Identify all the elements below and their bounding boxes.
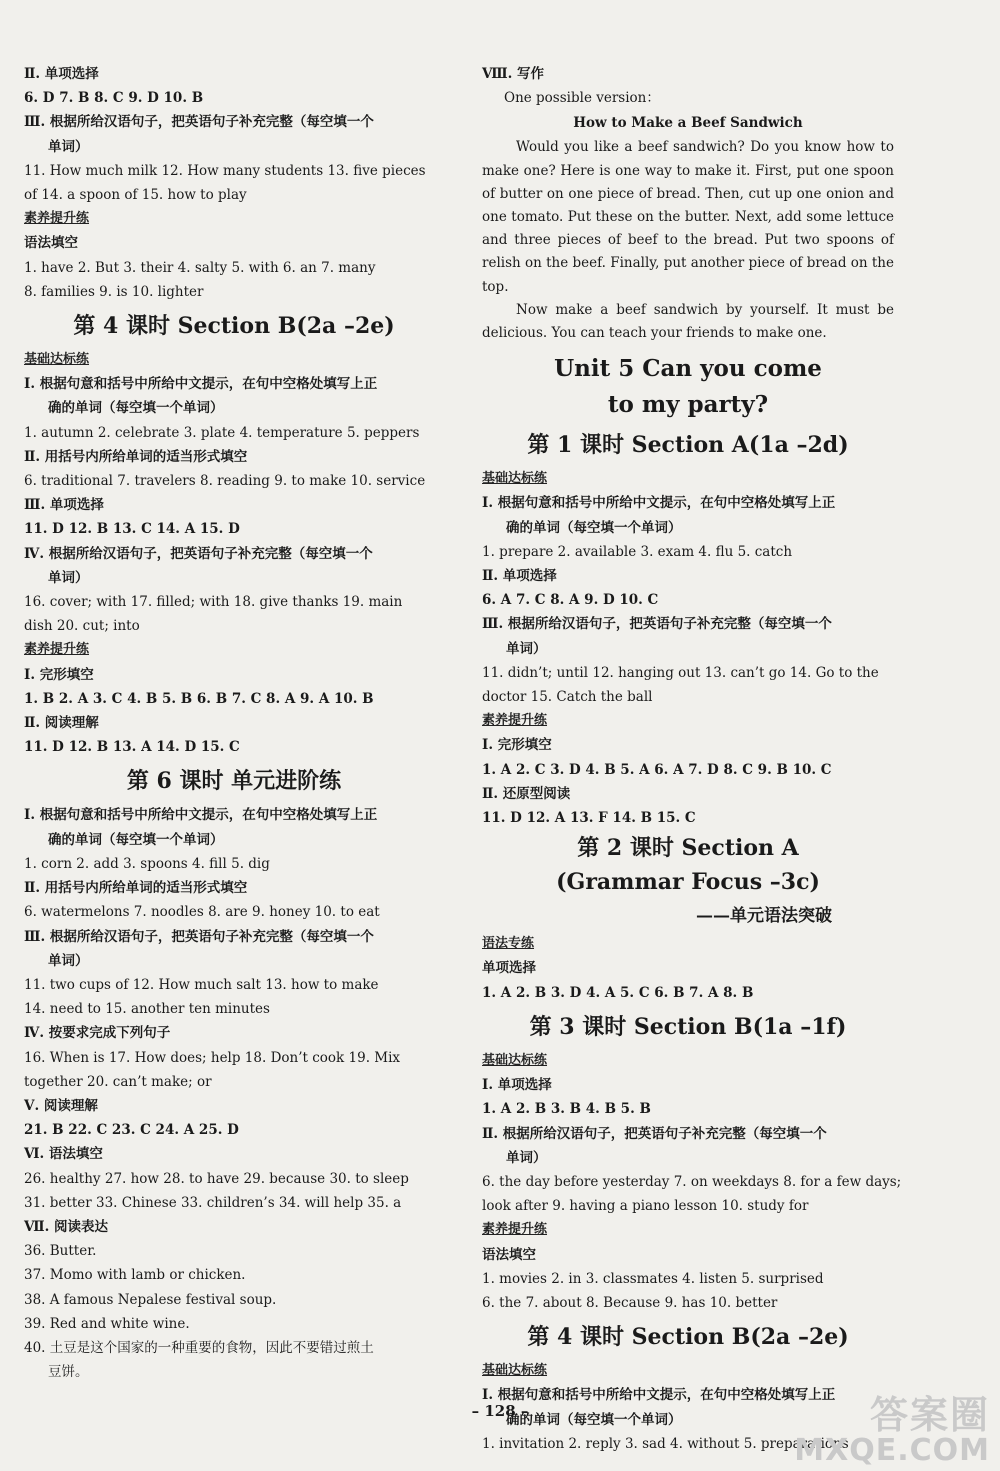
right-lines-b	[482, 932, 902, 1456]
right-answer-line: Ⅰ. 根据句意和括号中所给中文提示，在句中空格处填写上正	[482, 495, 836, 512]
left-lesson-heading: 第 4 课时 Section B(2a –2e)	[73, 313, 395, 340]
left-answer-line: 16. cover; with 17. filled; with 18. give thanks 19. main	[24, 594, 403, 611]
right-answer-line: 6. the day before yesterday 7. on weekdays 8. for a few days;	[482, 1173, 902, 1190]
left-answer-line: of 14. a spoon of 15. how to play	[24, 187, 247, 204]
left-answer-line: 40. 土豆是这个国家的一种重要的食物，因此不要错过煎土	[24, 1339, 374, 1356]
right-lines-a	[482, 425, 894, 830]
watermark-top: 答案圈	[869, 1393, 990, 1437]
left-answer-line: Ⅱ. 用括号内所给单词的适当形式填空	[24, 448, 248, 465]
left-subsection-label: 素养提升练	[24, 211, 90, 227]
left-answer-line: 单词）	[48, 569, 89, 586]
left-answer-line: Ⅰ. 根据句意和括号中所给中文提示，在句中空格处填写上正	[24, 376, 378, 393]
essay-title: How to Make a Beef Sandwich	[573, 115, 803, 132]
left-answer-line: Ⅰ. 根据句意和括号中所给中文提示，在句中空格处填写上正	[24, 807, 378, 824]
right-answer-line: 单词）	[506, 640, 547, 657]
left-subsection-label: 基础达标练	[24, 352, 90, 368]
left-lesson-heading: 第 6 课时 单元进阶练	[126, 768, 342, 795]
left-answer-line: Ⅱ. 单项选择	[24, 66, 99, 82]
left-answer-line: 1. have 2. But 3. their 4. salty 5. with 6. an 7. many	[24, 259, 376, 276]
left-answer-line: Ⅲ. 根据所给汉语句子，把英语句子补充完整（每空填一个	[24, 928, 374, 945]
left-answer-line: Ⅱ. 阅读理解	[24, 715, 99, 732]
possible-version-label: One possible version：	[504, 90, 660, 107]
right-answer-line: 1. prepare 2. available 3. exam 4. flu 5. catch	[482, 543, 793, 560]
right-answer-line: 确的单词（每空填一个单词）	[506, 1411, 682, 1428]
section-2-tagline: ——单元语法突破	[696, 906, 832, 927]
section-2-subtitle: (Grammar Focus –3c)	[556, 869, 820, 896]
left-answer-line: together 20. can’t make; or	[24, 1073, 212, 1090]
left-answer-line: 39. Red and white wine.	[24, 1315, 190, 1332]
left-answer-line: 11. D 12. B 13. C 14. A 15. D	[24, 521, 240, 538]
left-answer-line: 6. traditional 7. travelers 8. reading 9. to make 10. service	[24, 473, 426, 490]
left-answer-line: Ⅰ. 完形填空	[24, 666, 94, 683]
left-answer-line: Ⅴ. 阅读理解	[24, 1097, 98, 1114]
right-answer-line: 1. movies 2. in 3. classmates 4. listen 5. surprised	[482, 1270, 824, 1287]
essay-paragraph-2: Now make a beef sandwich by yourself. It must be delicious. You can teach your friends to make one.	[482, 301, 894, 342]
section-2-title: 第 2 课时 Section A	[577, 835, 799, 862]
left-answer-line: 单词）	[48, 952, 89, 969]
right-answer-line: 6. A 7. C 8. A 9. D 10. C	[482, 592, 659, 609]
left-answer-line: 8. families 9. is 10. lighter	[24, 283, 204, 300]
right-answer-line: 语法填空	[482, 1246, 536, 1263]
left-answer-line: 6. watermelons 7. noodles 8. are 9. honey 10. to eat	[24, 904, 380, 921]
left-answer-line: 37. Momo with lamb or chicken.	[24, 1267, 246, 1284]
left-answer-line: 1. B 2. A 3. C 4. B 5. B 6. B 7. C 8. A 9. A 10. B	[24, 690, 374, 707]
left-answer-line: Ⅲ. 根据所给汉语句子，把英语句子补充完整（每空填一个	[24, 114, 374, 131]
right-answer-line: 11. D 12. A 13. F 14. B 15. C	[482, 810, 696, 827]
right-answer-line: Ⅲ. 根据所给汉语句子，把英语句子补充完整（每空填一个	[482, 616, 832, 633]
right-answer-line: 1. invitation 2. reply 3. sad 4. without 5. preparations	[482, 1435, 849, 1452]
right-answer-line: 6. the 7. about 8. Because 9. has 10. better	[482, 1294, 778, 1311]
left-answer-line: 单词）	[48, 138, 89, 155]
right-lesson-heading: 第 4 课时 Section B(2a –2e)	[527, 1324, 849, 1351]
right-answer-line: 1. A 2. C 3. D 4. B 5. A 6. A 7. D 8. C 9. B 10. C	[482, 761, 832, 778]
left-answer-line: 豆饼。	[48, 1364, 89, 1381]
left-answer-line: 确的单词（每空填一个单词）	[48, 831, 224, 848]
right-answer-line: Ⅱ. 根据所给汉语句子，把英语句子补充完整（每空填一个	[482, 1125, 827, 1142]
right-answer-line: Ⅱ. 还原型阅读	[482, 785, 571, 802]
right-lesson-heading: 第 1 课时 Section A(1a –2d)	[527, 432, 849, 459]
left-answer-line: 14. need to 15. another ten minutes	[24, 1001, 270, 1018]
left-answer-line: 38. A famous Nepalese festival soup.	[24, 1291, 277, 1308]
writing-header: Ⅷ. 写作	[482, 66, 545, 82]
left-column	[24, 62, 444, 1384]
left-answer-line: Ⅶ. 阅读表达	[24, 1218, 108, 1235]
essay-paragraph-1: Would you like a beef sandwich? Do you know how to make one? Here is one way to make it. First, put one spoon of butter on one piece of bread. Then, cut up one onion and one tomato. Put these on the butter. Next, add some lettuce and three pieces of beef to the bread. Put two spoons of relish on the beef. Finally, put another piece of bread on the top.	[482, 139, 894, 295]
right-answer-line: 11. didn’t; until 12. hanging out 13. can’t go 14. Go to the	[482, 664, 879, 681]
left-answer-line: 确的单词（每空填一个单词）	[48, 400, 224, 417]
left-answer-line: 26. healthy 27. how 28. to have 29. because 30. to sleep	[24, 1170, 409, 1187]
unit-title-line-1: Unit 5 Can you come	[554, 355, 822, 383]
left-answer-line: Ⅲ. 单项选择	[24, 497, 104, 514]
right-answer-line: Ⅱ. 单项选择	[482, 568, 557, 585]
page-number: – 128 –	[471, 1402, 529, 1420]
right-answer-line: 确的单词（每空填一个单词）	[506, 519, 682, 536]
left-answer-line: 语法填空	[24, 235, 78, 252]
left-answer-line: Ⅱ. 用括号内所给单词的适当形式填空	[24, 880, 248, 897]
left-answer-line: 11. D 12. B 13. A 14. D 15. C	[24, 739, 240, 756]
left-answer-line: Ⅳ. 按要求完成下列句子	[24, 1025, 171, 1042]
right-answer-line: 1. A 2. B 3. B 4. B 5. B	[482, 1101, 651, 1118]
right-answer-line: 单词）	[506, 1149, 547, 1166]
left-answer-line: Ⅳ. 根据所给汉语句子，把英语句子补充完整（每空填一个	[24, 545, 373, 562]
left-answer-line: 11. How much milk 12. How many students 13. five pieces	[24, 162, 426, 179]
right-subsection-label: 基础达标练	[482, 471, 548, 487]
right-subsection-label: 素养提升练	[482, 713, 548, 729]
left-answer-line: 1. corn 2. add 3. spoons 4. fill 5. dig	[24, 855, 270, 872]
right-subsection-label: 基础达标练	[482, 1052, 548, 1068]
left-answer-line: 1. autumn 2. celebrate 3. plate 4. temperature 5. peppers	[24, 424, 420, 441]
right-answer-line: look after 9. having a piano lesson 10. study for	[482, 1198, 809, 1215]
right-subsection-label: 素养提升练	[482, 1222, 548, 1238]
watermark-bottom: MXQE.COM	[794, 1433, 990, 1468]
watermark-logo	[794, 1395, 990, 1467]
right-subsection-label: 基础达标练	[482, 1363, 548, 1379]
left-answer-line: 6. D 7. B 8. C 9. D 10. B	[24, 90, 204, 107]
right-answer-line: 单项选择	[482, 960, 536, 977]
left-subsection-label: 素养提升练	[24, 642, 90, 658]
left-answer-line: dish 20. cut; into	[24, 618, 140, 635]
left-answer-line: 21. B 22. C 23. C 24. A 25. D	[24, 1122, 239, 1139]
right-answer-line: doctor 15. Catch the ball	[482, 689, 653, 706]
right-answer-line: Ⅰ. 根据句意和括号中所给中文提示，在句中空格处填写上正	[482, 1387, 836, 1404]
left-answer-line: 31. better 33. Chinese 33. children’s 34. will help 35. a	[24, 1194, 402, 1211]
right-answer-line: Ⅰ. 完形填空	[482, 737, 552, 754]
left-answer-line: 16. When is 17. How does; help 18. Don’t cook 19. Mix	[24, 1049, 401, 1066]
right-subsection-label: 语法专练	[482, 936, 535, 952]
left-answer-line: 11. two cups of 12. How much salt 13. how to make	[24, 976, 379, 993]
unit-title-line-2: to my party?	[607, 391, 769, 419]
left-answer-line: 36. Butter.	[24, 1243, 97, 1260]
right-column	[482, 62, 902, 1456]
right-answer-line: 1. A 2. B 3. D 4. A 5. C 6. B 7. A 8. B	[482, 984, 754, 1001]
right-answer-line: Ⅰ. 单项选择	[482, 1077, 552, 1094]
right-lesson-heading: 第 3 课时 Section B(1a –1f)	[529, 1013, 847, 1040]
left-answer-line: Ⅵ. 语法填空	[24, 1146, 103, 1163]
